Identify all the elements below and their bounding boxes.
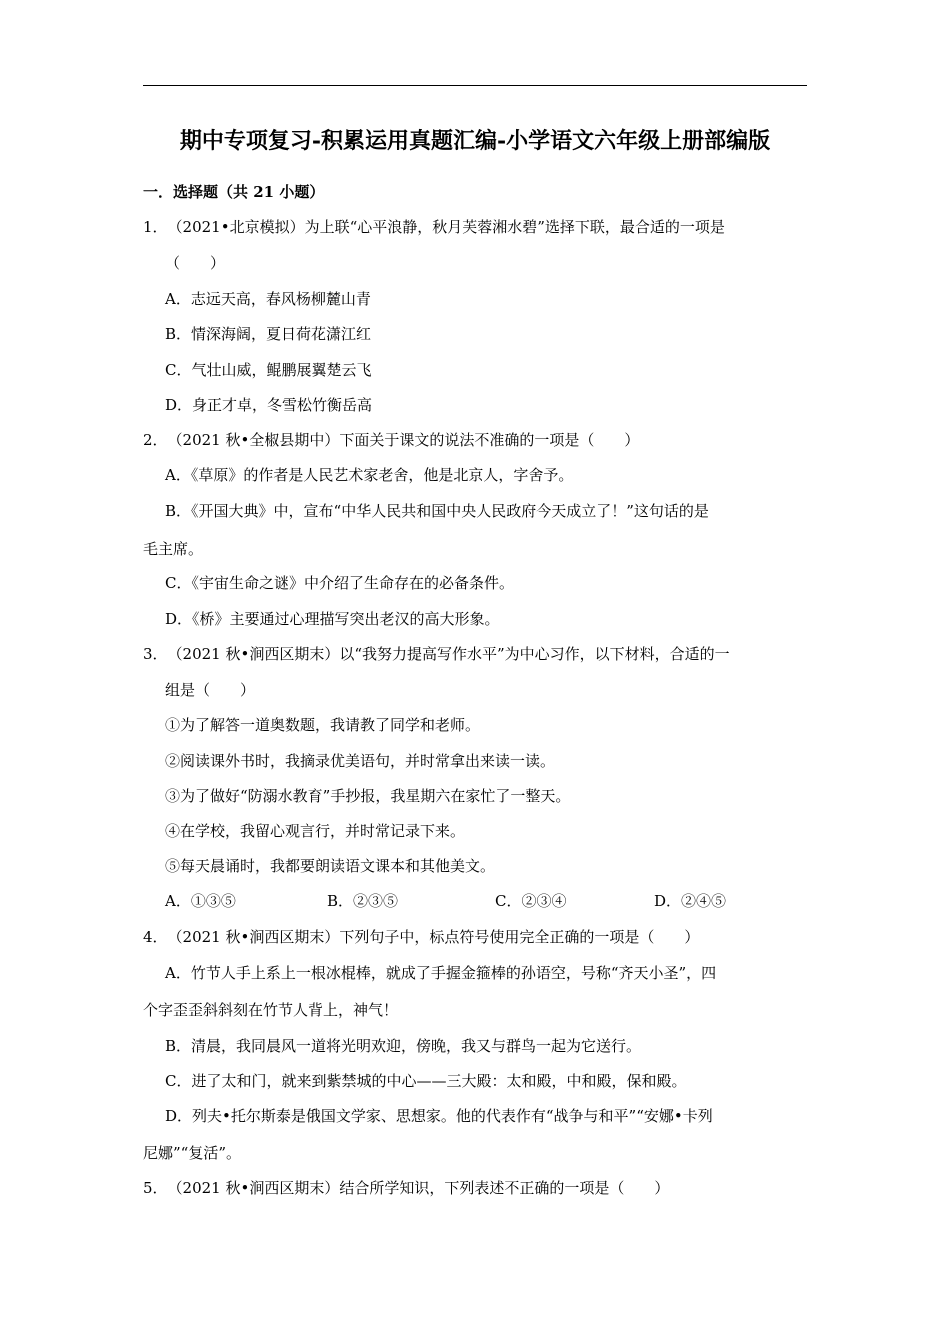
question-3-material-3: ③为了做好“防溺水教育”手抄报，我星期六在家忙了一整天。	[165, 787, 571, 805]
question-4-option-a-cont: 个字歪歪斜斜刻在竹节人背上，神气！	[143, 1001, 399, 1019]
question-2-option-d: D．《桥》主要通过心理描写突出老汉的高大形象。	[165, 610, 500, 628]
question-number: 5．	[143, 1179, 168, 1197]
question-number: 1．	[143, 218, 168, 236]
question-2-option-c: C．《宇宙生命之谜》中介绍了生命存在的必备条件。	[165, 574, 514, 592]
section-heading: 一．选择题（共 21 小题）	[143, 183, 325, 201]
question-3-option-c: C．②③④	[495, 892, 567, 910]
question-3-stem: 3．（2021 秋•涧西区期末）以“我努力提高写作水平”为中心习作，以下材料，合适的一	[143, 645, 730, 663]
question-1-option-c: C．气壮山威，鲲鹏展翼楚云飞	[165, 361, 372, 379]
question-2-option-b-cont: 毛主席。	[143, 540, 204, 558]
question-3-options	[165, 890, 805, 912]
question-3-option-a: A．①③⑤	[165, 892, 236, 910]
question-1-option-d: D．身正才卓，冬雪松竹衡岳高	[165, 396, 373, 414]
question-3-material-4: ④在学校，我留心观言行，并时常记录下来。	[165, 822, 466, 840]
question-1-option-b: B．情深海阔，夏日荷花潇江红	[165, 325, 372, 343]
question-1-stem-cont: （ ）	[165, 254, 226, 272]
question-1-option-a: A．志远天高，春风杨柳麓山青	[165, 290, 371, 308]
question-4-option-b: B．清晨，我同晨风一道将光明欢迎，傍晚，我又与群鸟一起为它送行。	[165, 1037, 642, 1055]
question-3-material-2: ②阅读课外书时，我摘录优美语句，并时常拿出来读一读。	[165, 752, 556, 770]
question-3-stem-cont: 组是（ ）	[165, 681, 256, 699]
question-4-option-d: D．列夫•托尔斯泰是俄国文学家、思想家。他的代表作有“战争与和平”“安娜•卡列	[165, 1107, 713, 1125]
question-1-stem: 1．（2021•北京模拟）为上联“心平浪静，秋月芙蓉湘水碧”选择下联，最合适的一项是	[143, 218, 725, 236]
question-number: 3．	[143, 645, 168, 663]
question-3-material-1: ①为了解答一道奥数题，我请教了同学和老师。	[165, 716, 481, 734]
question-3-option-d: D．②④⑤	[654, 892, 727, 910]
question-5-stem: 5．（2021 秋•涧西区期末）结合所学知识，下列表述不正确的一项是（ ）	[143, 1179, 670, 1197]
question-4-option-c: C．进了太和门，就来到紫禁城的中心——三大殿：太和殿，中和殿，保和殿。	[165, 1072, 687, 1090]
question-number: 4．	[143, 928, 168, 946]
question-4-option-a: A．竹节人手上系上一根冰棍棒，就成了手握金箍棒的孙语空，号称“齐天小圣”，四	[165, 964, 717, 982]
question-2-stem: 2．（2021 秋•全椒县期中）下面关于课文的说法不准确的一项是（ ）	[143, 431, 640, 449]
question-2-option-a: A．《草原》的作者是人民艺术家老舍，他是北京人，字舍予。	[165, 466, 574, 484]
question-number: 2．	[143, 431, 168, 449]
question-3-option-b: B．②③⑤	[327, 892, 399, 910]
question-3-material-5: ⑤每天晨诵时，我都要朗读语文课本和其他美文。	[165, 857, 496, 875]
header-rule	[143, 85, 807, 86]
document-title: 期中专项复习-积累运用真题汇编-小学语文六年级上册部编版	[179, 128, 771, 154]
question-4-option-d-cont: 尼娜”“复活”。	[143, 1144, 242, 1162]
question-4-stem: 4．（2021 秋•涧西区期末）下列句子中，标点符号使用完全正确的一项是（ ）	[143, 928, 700, 946]
question-2-option-b: B．《开国大典》中，宣布“中华人民共和国中央人民政府今天成立了！”这句话的是	[165, 502, 709, 520]
